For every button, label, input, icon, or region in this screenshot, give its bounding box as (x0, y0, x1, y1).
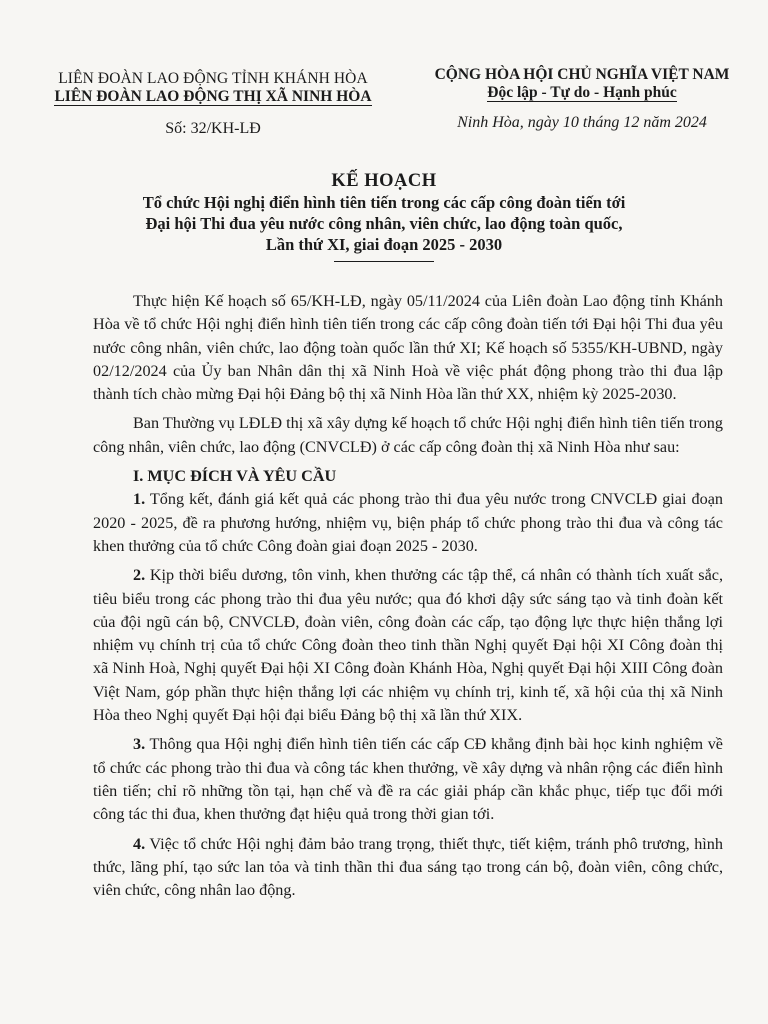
intro-paragraph: Thực hiện Kế hoạch số 65/KH-LĐ, ngày 05/11/2024 của Liên đoàn Lao động tỉnh Khánh Hòa về tổ chức Hội nghị điển hình tiên tiến trong các cấp công đoàn tiến tới Đại hội Thi đua yêu nước công nhân, viên chức, lao động toàn quốc lần thứ XI; Kế hoạch số 5355/KH-UBND, ngày 02/12/2024 của Ủy ban Nhân dân thị xã Ninh Hoà về việc phát động phong trào thi đua lập thành tích chào mừng Đại hội Đảng bộ thị xã Ninh Hòa lần thứ XX, nhiệm kỳ 2025-2030. (93, 292, 723, 404)
title-line-3: Lần thứ XI, giai đoạn 2025 - 2030 (265, 235, 503, 254)
place-and-date: Ninh Hòa, ngày 10 tháng 12 năm 2024 (457, 114, 707, 131)
item-number: 4. (133, 834, 146, 853)
item-text: Kịp thời biểu dương, tôn vinh, khen thưởng các tập thể, cá nhân có thành tích xuất sắc, tiêu biểu trong các phong trào thi đua yêu nước; qua đó khơi dậy sức sáng tạo và tinh đoàn kết của đội ngũ cán bộ, CNVCLĐ, đoàn viên, công đoàn các cấp, tạo động lực thực hiện thắng lợi nhiệm vụ chính trị của tổ chức Công đoàn theo tinh thần Nghị quyết Đại hội XI Công đoàn thị xã Ninh Hoà, Nghị quyết Đại hội XI Công đoàn Khánh Hòa, Nghị quyết Đại hội XIII Công đoàn Việt Nam, góp phần thực hiện thắng lợi các nhiệm vụ chính trị, kinh tế, xã hội của thị xã Ninh Hòa theo Nghị quyết Đại hội đại biểu Đảng bộ thị xã lần thứ XIX. (93, 566, 724, 725)
item-text: Thông qua Hội nghị điển hình tiên tiến các cấp CĐ khẳng định bài học kinh nghiệm về tổ chức các phong trào thi đua và công tác khen thưởng, về xây dựng và nhân rộng các điển hình tiên tiến; chỉ rõ những tồn tại, hạn chế và đề ra các giải pháp cần khắc phục, tiếp tục đổi mới công tác thi đua, khen thưởng đạt hiệu quả trong thời gian tới. (93, 735, 723, 824)
title-divider (334, 261, 434, 262)
section-heading: I. MỤC ĐÍCH VÀ YÊU CẦU (133, 467, 337, 486)
document-type: KẾ HOẠCH (331, 171, 437, 191)
title-line-1: Tổ chức Hội nghị điển hình tiên tiến trong các cấp công đoàn tiến tới (142, 193, 626, 212)
issuing-organization-block (48, 70, 378, 138)
document-title-block (40, 170, 728, 262)
item-text: Việc tổ chức Hội nghị đảm bảo trang trọng, thiết thực, tiết kiệm, tránh phô trương, hình thức, lãng phí, tạo sức lan tỏa và tinh thần thi đua sáng tạo trong cán bộ, đoàn viên, công chức, viên chức, công nhân lao động. (93, 834, 723, 900)
list-item-3 (93, 733, 723, 826)
document-number: Số: 32/KH-LĐ (165, 120, 261, 137)
item-text: Tổng kết, đánh giá kết quả các phong trào thi đua yêu nước trong CNVCLĐ giai đoạn 2020 - 2025, đề ra phương hướng, nhiệm vụ, biện pháp tổ chức phong trào thi đua và công tác khen thưởng của tổ chức Công đoàn giai đoạn 2025 - 2030. (93, 490, 723, 555)
item-number: 3. (133, 735, 146, 754)
nation-name: CỘNG HÒA HỘI CHỦ NGHĨA VIỆT NAM (434, 66, 730, 83)
issuing-organization: LIÊN ĐOÀN LAO ĐỘNG THỊ XÃ NINH HÒA (54, 88, 372, 105)
parent-organization: LIÊN ĐOÀN LAO ĐỘNG TỈNH KHÁNH HÒA (58, 70, 368, 87)
national-motto: Độc lập - Tự do - Hạnh phúc (487, 84, 677, 101)
intro-paragraph-2: Ban Thường vụ LĐLĐ thị xã xây dựng kế hoạch tổ chức Hội nghị điển hình tiên tiến trong công nhân, viên chức, lao động (CNVCLĐ) ở các cấp công đoàn thị xã Ninh Hòa như sau: (93, 414, 723, 456)
item-number: 1. (133, 490, 146, 509)
national-header-block (420, 66, 744, 132)
list-item-4 (93, 833, 723, 903)
title-line-2: Đại hội Thi đua yêu nước công nhân, viên chức, lao động toàn quốc, (145, 214, 623, 233)
list-item-2 (93, 564, 723, 727)
document-body (93, 290, 723, 902)
item-number: 2. (133, 566, 146, 585)
list-item-1 (93, 488, 723, 558)
